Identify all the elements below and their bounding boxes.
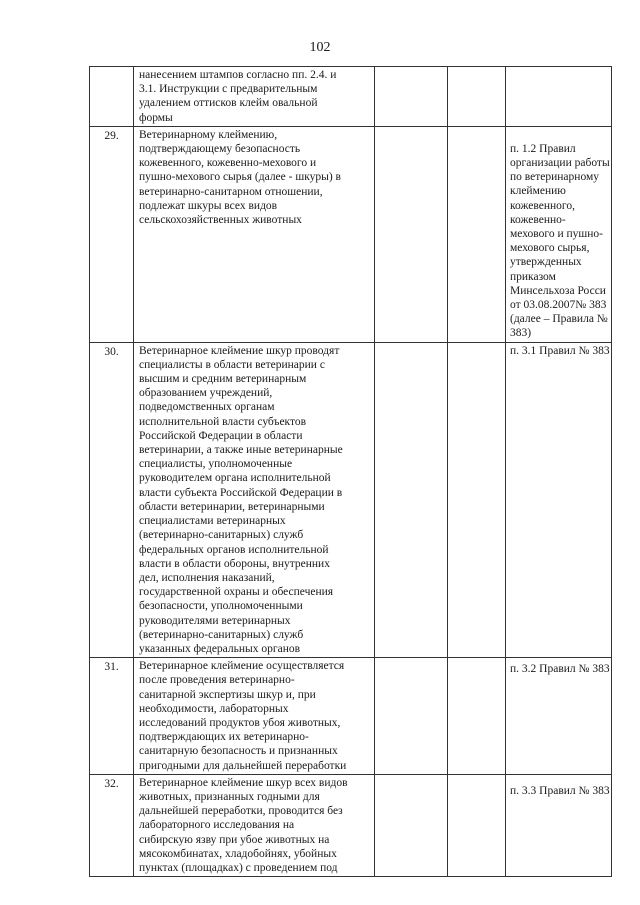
- reference-line: 383): [510, 327, 532, 340]
- text-line: области ветеринарии, ветеринарными: [139, 500, 325, 513]
- text-line: дел, исполнения наказаний,: [139, 571, 275, 584]
- text-line: исследований продуктов убоя животных,: [139, 716, 341, 729]
- row-number: 31.: [90, 658, 134, 775]
- text-line: безопасности, уполномоченными: [139, 600, 303, 613]
- table-row: [90, 126, 612, 342]
- text-line: руководителями ветеринарных: [139, 614, 291, 627]
- reference-line: п. 1.2 Правил: [510, 142, 576, 155]
- empty-cell: [448, 67, 506, 127]
- reference-line: по ветеринарному: [510, 171, 600, 184]
- reference-line: организации работы: [510, 157, 610, 170]
- text-line: специалисты в области ветеринарии с: [139, 358, 325, 371]
- text-line: мясокомбинатах, хладобойнях, убойных: [139, 847, 337, 860]
- text-line: высшим и средним ветеринарным: [139, 373, 307, 386]
- requirement-text: [134, 67, 375, 127]
- text-line: специалисты, уполномоченные: [139, 458, 293, 471]
- text-line: (ветеринарно-санитарных) служб: [139, 529, 304, 542]
- legal-reference: [506, 67, 612, 127]
- reference-line: приказом: [510, 270, 556, 283]
- text-line: Ветеринарное клеймение шкур проводят: [139, 344, 340, 357]
- requirement-text: [134, 658, 375, 775]
- reference-line: кожевенно-: [510, 213, 566, 226]
- text-line: 3.1. Инструкции с предварительным: [139, 83, 318, 96]
- legal-reference: [506, 126, 612, 342]
- text-line: необходимости, лабораторных: [139, 702, 289, 715]
- legal-reference: [506, 342, 612, 657]
- text-line: дальнейшей переработки, проводится без: [139, 805, 343, 818]
- text-line: кожевенного, кожевенно-мехового и: [139, 157, 317, 170]
- row-number: 32.: [90, 774, 134, 876]
- text-line: сельскохозяйственных животных: [139, 214, 302, 227]
- table-body: [90, 67, 612, 877]
- text-line: власти субъекта Российской Федерации в: [139, 486, 343, 499]
- reference-line: (далее – Правила №: [510, 313, 608, 326]
- text-line: санитарной экспертизы шкур и, при: [139, 688, 316, 701]
- row-number: 30.: [90, 342, 134, 657]
- legal-reference: [506, 774, 612, 876]
- text-line: лабораторного исследования на: [139, 819, 295, 832]
- text-line: животных, признанных годными для: [139, 790, 320, 803]
- text-line: власти в области обороны, внутренних: [139, 557, 330, 570]
- text-line: санитарную безопасность и признанных: [139, 745, 338, 758]
- reference-line: п. 3.2 Правил № 383: [510, 663, 610, 676]
- text-line: федеральных органов исполнительной: [139, 543, 329, 556]
- text-line: образованием учреждений,: [139, 387, 273, 400]
- empty-cell: [375, 774, 448, 876]
- text-line: Ветеринарное клеймение осуществляется: [139, 660, 345, 673]
- text-line: формы: [139, 111, 173, 124]
- text-line: (ветеринарно-санитарных) служб: [139, 628, 304, 641]
- text-line: нанесением штампов согласно пп. 2.4. и: [139, 69, 337, 81]
- text-line: ветеринарно-санитарном отношении,: [139, 185, 323, 198]
- text-line: ветеринарии, а также иные ветеринарные: [139, 444, 343, 457]
- reference-line: клеймению: [510, 185, 566, 198]
- text-line: руководителем органа исполнительной: [139, 472, 331, 485]
- requirement-text: [134, 126, 375, 342]
- text-line: подтверждающих их ветеринарно-: [139, 731, 309, 744]
- reference-line: от 03.08.2007№ 383: [510, 299, 607, 312]
- regulation-table: [89, 66, 612, 877]
- empty-cell: [448, 342, 506, 657]
- reference-line: мехового и пушно-: [510, 228, 603, 241]
- text-line: специалистами ветеринарных: [139, 515, 286, 528]
- text-line: подтверждающему безопасность: [139, 143, 301, 156]
- table-row: [90, 67, 612, 127]
- page-number: 102: [309, 40, 331, 55]
- reference-line: мехового сырья,: [510, 242, 590, 255]
- text-line: подведомственных органам: [139, 401, 275, 414]
- reference-line: Минсельхоза Росси: [510, 284, 606, 297]
- table-row: [90, 774, 612, 876]
- reference-line: утвержденных: [510, 256, 582, 269]
- empty-cell: [375, 126, 448, 342]
- empty-cell: [448, 774, 506, 876]
- text-line: указанных федеральных органов: [139, 642, 301, 655]
- legal-reference: [506, 658, 612, 775]
- requirement-text: [134, 342, 375, 657]
- row-number: [90, 67, 134, 127]
- empty-cell: [375, 658, 448, 775]
- empty-cell: [375, 67, 448, 127]
- text-line: Российской Федерации в области: [139, 429, 303, 442]
- text-line: пунктах (площадках) с проведением под: [139, 861, 338, 874]
- reference-line: п. 3.3 Правил № 383: [510, 784, 610, 797]
- table-row: [90, 342, 612, 657]
- text-line: сибирскую язву при убое животных на: [139, 833, 330, 846]
- text-line: Ветеринарное клеймение шкур всех видов: [139, 776, 348, 789]
- text-line: государственной охраны и обеспечения: [139, 586, 334, 599]
- text-line: пригодными для дальнейшей переработки: [139, 759, 347, 772]
- empty-cell: [375, 342, 448, 657]
- reference-line: п. 3.1 Правил № 383: [510, 344, 610, 357]
- requirement-text: [134, 774, 375, 876]
- text-line: после проведения ветеринарно-: [139, 674, 295, 687]
- text-line: удалением оттисков клейм овальной: [139, 97, 318, 110]
- text-line: подлежат шкуры всех видов: [139, 199, 278, 212]
- table-row: [90, 658, 612, 775]
- text-line: пушно-мехового сырья (далее - шкуры) в: [139, 171, 341, 184]
- text-line: Ветеринарному клеймению,: [139, 128, 278, 141]
- empty-cell: [448, 126, 506, 342]
- text-line: исполнительной власти субъектов: [139, 415, 307, 428]
- row-number: 29.: [90, 126, 134, 342]
- empty-cell: [448, 658, 506, 775]
- reference-line: кожевенного,: [510, 199, 575, 212]
